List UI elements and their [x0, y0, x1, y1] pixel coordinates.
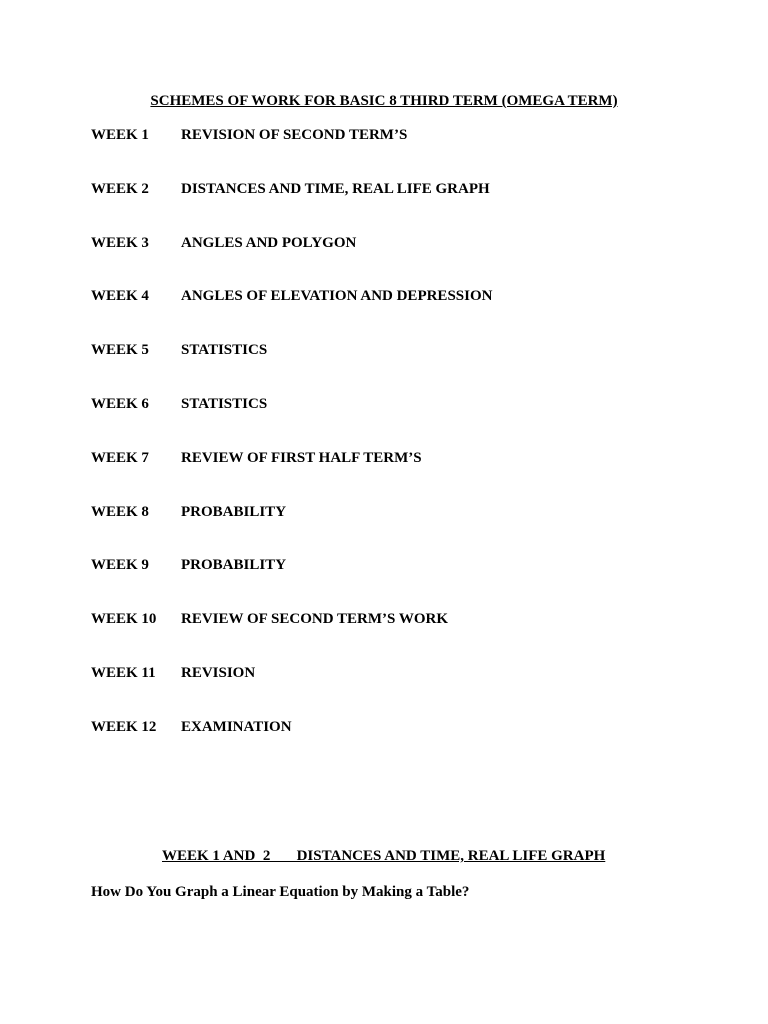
schedule-row-week-9 [91, 557, 691, 611]
week-label: WEEK 12 [91, 718, 157, 735]
schedule-row-week-11 [91, 665, 691, 719]
week-label: WEEK 2 [91, 180, 149, 197]
week-label: WEEK 11 [91, 664, 156, 681]
document-title: SCHEMES OF WORK FOR BASIC 8 THIRD TERM (OMEGA TERM) [150, 93, 618, 109]
week-topic: ANGLES OF ELEVATION AND DEPRESSION [181, 288, 493, 305]
section-heading: WEEK 1 AND 2 DISTANCES AND TIME, REAL LIFE GRAPH [162, 848, 606, 864]
schedule-row-week-8 [91, 504, 691, 558]
week-topic: PROBABILITY [181, 557, 287, 574]
week-topic: ANGLES AND POLYGON [181, 234, 357, 251]
week-label: WEEK 10 [91, 611, 157, 628]
week-topic: REVISION OF SECOND TERM’S [181, 127, 408, 143]
schedule-row-week-12 [91, 719, 691, 773]
week-topic: DISTANCES AND TIME, REAL LIFE GRAPH [181, 180, 490, 197]
schedule-row-week-1 [91, 127, 691, 181]
week-topic: STATISTICS [181, 342, 268, 359]
week-label: WEEK 7 [91, 449, 149, 466]
schedule-row-week-5 [91, 342, 691, 396]
week-topic: REVIEW OF SECOND TERM’S WORK [181, 611, 448, 628]
week-topic: REVIEW OF FIRST HALF TERM’S [181, 449, 422, 466]
schedule-row-week-7 [91, 450, 691, 504]
schedule-list [91, 127, 691, 773]
schedule-row-week-2 [91, 181, 691, 235]
schedule-row-week-4 [91, 288, 691, 342]
week-label: WEEK 6 [91, 395, 149, 412]
week-label: WEEK 4 [91, 288, 149, 305]
week-label: WEEK 3 [91, 234, 149, 251]
week-label: WEEK 9 [91, 557, 149, 574]
schedule-row-week-3 [91, 235, 691, 289]
week-label: WEEK 1 [91, 127, 149, 143]
week-topic: STATISTICS [181, 395, 268, 412]
question-heading: How Do You Graph a Linear Equation by Making a Table? [91, 884, 470, 900]
schedule-row-week-10 [91, 611, 691, 665]
schedule-row-week-6 [91, 396, 691, 450]
week-label: WEEK 5 [91, 342, 149, 359]
week-topic: EXAMINATION [181, 718, 292, 735]
week-topic: PROBABILITY [181, 503, 287, 520]
week-label: WEEK 8 [91, 503, 149, 520]
week-topic: REVISION [181, 664, 256, 681]
